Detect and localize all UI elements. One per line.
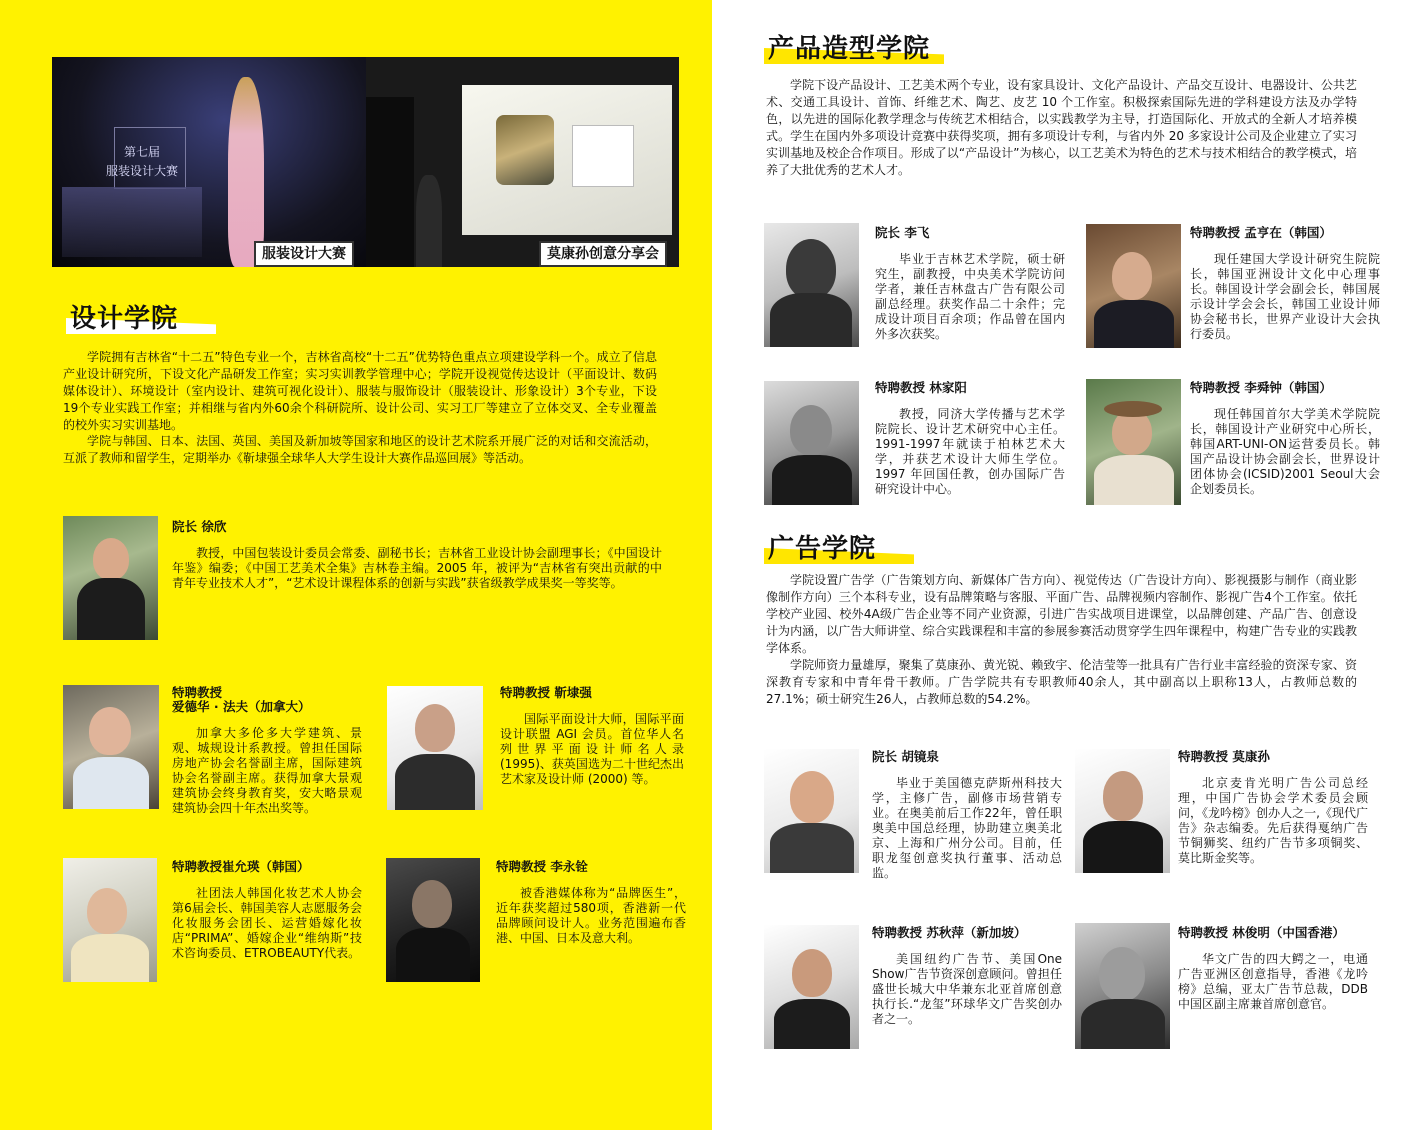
hu-jing-quan-bio: 毕业于美国德克萨斯州科技大学，主修广告，副修市场营销专业。在奥美前后工作22年，曾任职奥美中国总经理，协助建立奥美北京、上海和广州分公司。目前，任职龙玺创意奖执行董事、活动总监。 bbox=[872, 776, 1062, 880]
choi-yun-young-bio: 社团法人韩国化妆艺术人协会第6届会长、韩国美容人志愿服务会化妆服务会团长、运营婚嫁化妆店“PRIMA”、婚嫁企业“维纳斯”技术咨询委员、ETROBEAUTY代表。 bbox=[172, 886, 362, 960]
edward-fife-title: 特聘教授 bbox=[172, 685, 223, 700]
choi-yun-young-photo bbox=[63, 858, 157, 982]
tommy-li-bio: 被香港媒体称为“品牌医生”，近年获奖超过580项，香港新一代品牌顾问设计人。业务范围遍布香港、中国、日本及意大利。 bbox=[496, 886, 686, 945]
su-qiu-ping-photo bbox=[764, 925, 859, 1049]
mo-kang-sun-bio: 北京麦肯光明广告公司总经理，中国广告协会学术委员会顾问，《龙吟榜》创办人之一,《现代广告》杂志编委。先后获得戛纳广告节铜狮奖、纽约广告节多项铜奖、莫比斯金奖等。 bbox=[1178, 776, 1368, 865]
kan-tai-keung-title: 特聘教授 靳埭强 bbox=[500, 685, 592, 700]
fashion-caption: 服装设计大赛 bbox=[254, 241, 354, 267]
seminar-photo bbox=[366, 57, 679, 267]
meng-heng-zai-bio: 现任建国大学设计研究生院院长，韩国亚洲设计文化中心理事长。韩国设计学会副会长，韩国展示设计学会会长，韩国工业设计师协会秘书长，世界产业设计大会执行委员。 bbox=[1190, 252, 1380, 341]
li-shun-zhong-bio: 现任韩国首尔大学美术学院院长，韩国设计产业研究中心所长，韩国ART-UNI-ON运营委员长。韩国产品设计协会副会长，世界设计团体协会(ICSID)2001 Seoul大会企划委员长。 bbox=[1190, 407, 1380, 496]
lin-jia-yang-bio: 教授，同济大学传播与艺术学院院长、设计艺术研究中心主任。1991-1997年就读于柏林艺术大学，并获艺术设计大师生学位。1997 年回国任教，创办国际广告研究设计中心。 bbox=[875, 407, 1065, 496]
li-fei-bio: 毕业于吉林艺术学院，硕士研究生，副教授，中央美术学院访问学者，兼任吉林盘古广告有限公司副总经理。获奖作品二十余件；完成设计项目百余项；作品曾在国内外多次获奖。 bbox=[875, 252, 1065, 341]
fashion-show-photo bbox=[52, 57, 366, 267]
lin-jun-ming-bio: 华文广告的四大鳄之一，电通广告亚洲区创意指导，香港《龙吟榜》总编，亚太广告节总裁，DDB中国区副主席兼首席创意官。 bbox=[1178, 952, 1368, 1011]
lin-jia-yang-photo bbox=[764, 381, 859, 505]
su-qiu-ping-bio: 美国纽约广告节、美国One Show广告节资深创意顾问。曾担任盛世长城大中华兼东北亚首席创意执行长.“龙玺”环球华文广告奖创办者之一。 bbox=[872, 952, 1062, 1026]
mo-kang-sun-title: 特聘教授 莫康孙 bbox=[1178, 749, 1270, 764]
product-paragraph: 学院下设产品设计、工艺美术两个专业，设有家具设计、文化产品设计、产品交互设计、电器设计、公共艺术、交通工具设计、首饰、纤维艺术、陶艺、皮艺 10 个工作室。积极探索国际先进的学科建设方法及办学特色，以先进的国际化教学理念与传统艺术相结合，以实践教学为主导，打造国际化、开放式的全新人才培养模式。学生在国内外多项设计竞赛中获得奖项，拥有多项设计专利，与省内外 20 多家设计公司及企业建立了实习实训基地及校企合作项目。形成了以“产品设计”为核心，以工艺美术为特色的艺术与技术相结合的教学模式，培养了大批优秀的艺术人才。 bbox=[766, 78, 1357, 177]
hu-jing-quan-photo bbox=[764, 749, 859, 873]
xu-xin-title: 院长 徐欣 bbox=[172, 519, 227, 534]
li-fei-title: 院长 李飞 bbox=[875, 225, 930, 240]
product-title: 产品造型学院 bbox=[768, 34, 931, 64]
tommy-li-photo bbox=[386, 858, 480, 982]
left-page bbox=[0, 0, 712, 1130]
edward-fife-bio: 加拿大多伦多大学建筑、景观、城规设计系教授。曾担任国际房地产协会名誉副主席，国际建筑协会名誉副主席。获得加拿大景观建筑协会终身教育奖，安大略景观建筑协会四十年杰出奖等。 bbox=[172, 726, 362, 815]
design-title: 设计学院 bbox=[70, 304, 179, 334]
projection-screen bbox=[462, 85, 672, 235]
mo-kang-sun-photo bbox=[1075, 749, 1170, 873]
kan-tai-keung-bio: 国际平面设计大师，国际平面设计联盟 AGI 会员。首位华人名列世界平面设计师名人录 (1995)、获英国选为二十世纪杰出艺术家及设计师 (2000) 等。 bbox=[500, 712, 684, 786]
li-fei-photo bbox=[764, 223, 859, 347]
advert-paragraph-2: 学院师资力量雄厚，聚集了莫康孙、黄光锐、赖致宇、伦洁莹等一批具有广告行业丰富经验的资深专家、资深教育专家和中青年骨干教师。广告学院共有专职教师40余人，其中副高以上职称13人，占教师总数的27.1%；硕士研究生26人，占教师总数的54.2%。 bbox=[766, 658, 1357, 706]
advert-title: 广告学院 bbox=[768, 534, 877, 564]
lin-jun-ming-title: 特聘教授 林俊明（中国香港） bbox=[1178, 925, 1345, 940]
advert-paragraph-1: 学院设置广告学（广告策划方向、新媒体广告方向）、视觉传达（广告设计方向）、影视摄影与制作（商业影像制作方向）三个本科专业，设有品牌策略与客服、平面广告、品牌视频内容制作、影视广告4个工作室。依托学校产业园、校外4A级广告企业等不同产业资源，引进广告实战项目进课堂，以品牌创建、产品广告、创意设计为内涵，以广告大师讲堂、综合实践课程和丰富的参展参赛活动贯穿学生四年课程中，构建广告专业的实践教学体系。 bbox=[766, 573, 1357, 655]
lin-jia-yang-title: 特聘教授 林家阳 bbox=[875, 380, 967, 395]
tommy-li-title: 特聘教授 李永铨 bbox=[496, 859, 588, 874]
product-heading bbox=[764, 32, 944, 66]
su-qiu-ping-title: 特聘教授 苏秋萍（新加坡） bbox=[872, 925, 1027, 940]
advert-heading bbox=[764, 532, 914, 566]
model-figure bbox=[228, 77, 264, 267]
kan-tai-keung-photo bbox=[387, 686, 483, 810]
design-paragraph-2: 学院与韩国、日本、法国、英国、美国及新加坡等国家和地区的设计艺术院系开展广泛的对话和交流活动，互派了教师和留学生，定期举办《靳埭强全球华人大学生设计大赛作品巡回展》等活动。 bbox=[63, 434, 657, 465]
li-shun-zhong-title: 特聘教授 李舜钟（韩国） bbox=[1190, 380, 1332, 395]
meng-heng-zai-title: 特聘教授 孟亨在（韩国） bbox=[1190, 225, 1332, 240]
xu-xin-photo bbox=[63, 516, 158, 640]
right-page bbox=[712, 0, 1425, 1130]
xu-xin-bio: 教授，中国包装设计委员会常委、副秘书长；吉林省工业设计协会副理事长；《中国设计年鉴》编委；《中国工艺美术全集》吉林卷主编。2005 年，被评为“吉林省有突出贡献的中青年专业技术人才”，“艺术设计课程体系的创新与实践”获省级教学成果奖一等奖等。 bbox=[172, 546, 662, 590]
design-heading bbox=[66, 302, 216, 336]
design-paragraph-1: 学院拥有吉林省“十二五”特色专业一个，吉林省高校“十二五”优势特色重点立项建设学科一个。成立了信息产业设计研究所，下设文化产品研发工作室；实习实训教学管理中心；学院开设视觉传达设计（平面设计、数码媒体设计）、环境设计（室内设计、建筑可视化设计）、服装与服饰设计（服装设计、形象设计）3个专业，下设19个专业实践工作室；并相继与省内外60余个科研院所、设计公司、实习工厂等建立了立体交叉、全专业覆盖的校外实习实训基地。 bbox=[63, 350, 657, 432]
edward-fife-name: 爱德华 · 法夫（加拿大） bbox=[172, 699, 311, 714]
choi-yun-young-title: 特聘教授崔允瑛（韩国） bbox=[172, 859, 310, 874]
lin-jun-ming-photo bbox=[1075, 923, 1170, 1049]
speaker-figure bbox=[416, 175, 442, 267]
li-shun-zhong-photo bbox=[1086, 379, 1181, 505]
stage-title: 第七届 bbox=[124, 145, 161, 159]
meng-heng-zai-photo bbox=[1086, 224, 1181, 348]
hu-jing-quan-title: 院长 胡镜泉 bbox=[872, 749, 939, 764]
stage-subtitle: 服装设计大赛 bbox=[106, 164, 179, 178]
edward-fife-photo bbox=[63, 685, 159, 809]
seminar-caption: 莫康孙创意分享会 bbox=[539, 241, 667, 267]
